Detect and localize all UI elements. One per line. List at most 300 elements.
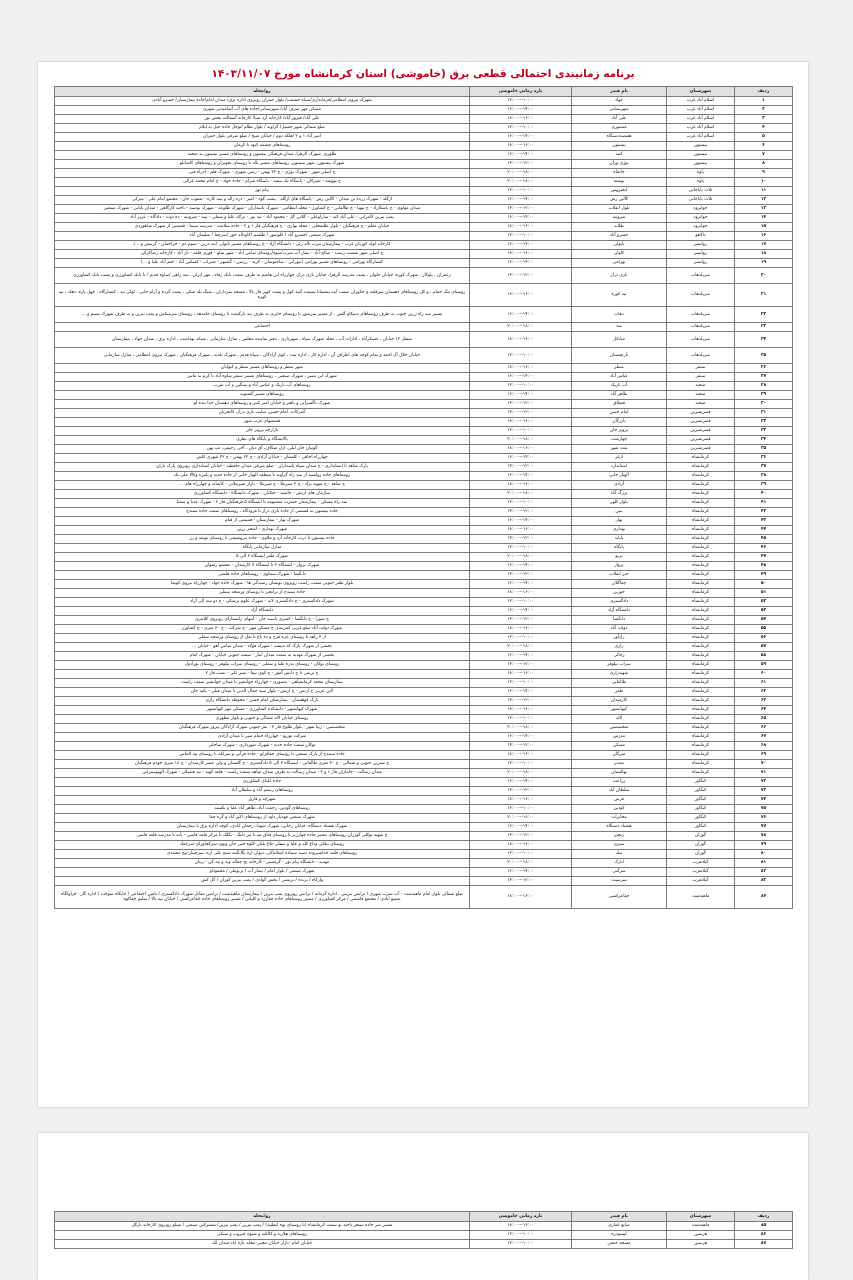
row-feeder: بازی دراز [572,268,667,284]
row-index: ۷۰ [735,760,793,769]
row-index: ۶۹ [735,751,793,760]
table-row [55,241,793,250]
row-route: جاده ایلیای کشاورزی [55,778,470,787]
row-index: ۷۳ [735,787,793,796]
row-route: شهرک کیهانشهر - دانشکده کشاورزی - مسکن مهر کیهانشهر [55,706,470,715]
table-row [55,769,793,778]
row-index: ۸۳ [735,877,793,886]
row-index: ۲۹ [735,391,793,400]
row-city: گیلانغرب [667,868,735,877]
row-time-range: ۱۲:۰۰---۱۴:۰۰ [470,661,572,670]
row-index: ۵۱ [735,589,793,598]
row-route: میدان رسالت - جانبازان فاز ۱ و ۲ - میدان رسالت به طرف میدان شاهد سمت راست - قلعه کهنه - تپه قصیلان - شهرک الهیوسترانی [55,769,470,778]
table-row [55,284,793,307]
document-title: برنامه زمانبندی احتمالی قطعی برق (خاموشی) استان کرمانشاه مورخ ۱۴۰۳/۱۱/۰۷ [211,68,635,80]
table-row [55,868,793,877]
row-time-range: ۱۶:۰۰---۱۸:۰۰ [470,796,572,805]
row-feeder: پرویز خان [572,427,667,436]
row-feeder: علی آباد [572,115,667,124]
document-page-1 [38,62,808,1107]
table-row [55,169,793,178]
row-city: بیستون [667,160,735,169]
row-city: سنقر [667,373,735,382]
row-feeder: هفتصددستگاه [572,133,667,142]
row-time-range: ۱۶:۰۰---۱۸:۰۰ [470,284,572,307]
row-time-range: ۱۶:۰۰---۱۸:۰۰ [470,418,572,427]
row-feeder: الهیار خانی [572,472,667,481]
table-row [55,589,793,598]
row-index: ۷۴ [735,796,793,805]
row-time-range: ۱۲:۰۰---۱۴:۰۰ [470,535,572,544]
row-feeder: دانشگاه آزاد [572,607,667,616]
table-row [55,418,793,427]
row-feeder: رازی [572,643,667,652]
table-row [55,886,793,909]
table-body [55,1222,793,1249]
table-row [55,823,793,832]
table-row [55,250,793,259]
row-route: روستاهای جاده رولسند از سه راه گراوند تا منطقه الهیار خانی از جاده جدید و پاتیره وکالا علی تک [55,472,470,481]
row-index: ۶۸ [735,742,793,751]
row-feeder: فرش [572,796,667,805]
row-time-range: ۱۴:۰۰---۱۶:۰۰ [470,373,572,382]
table-row [55,427,793,436]
row-index: ۶۶ [735,724,793,733]
row-route: ازگله - شهرک زرده تن میدان - گالین رش - پاسگاه های ازگله - پشت کوه - امیر - دره زاله و بینه کاره - یعقوب جان - مجتمع امام علی - میرکی [55,196,470,205]
row-route: سازمان های ارتش - حاشیه - جتلانان - شهرک دانشگاه - دانشگاه کشاورزی [55,490,470,499]
row-time-range: ۱۶:۰۰---۱۸:۰۰ [470,670,572,679]
row-route: میدان مولوی - ج باشکاراد - ج تیهیا - ج طالقانی - ج کشاورز - محله انتظامی - شهرک پاسداران - شهرک طلوعه - شهرک نوصبه - ناحیه کارگاهی - میدان پایانی - شهرک صنعتی [55,205,470,214]
row-route: شهرک نیروی انتظامی/فرمانداری/سپاه حشمت/ بلوار جمران روبروی اداره برق/ میدان امام/جاده بیمارستان/ خسرو آبادی [55,97,470,106]
row-route: بخشی از شهرک بازک که دنیشه - شهرک فولاد - میدان ضامن آهو - خیابان ... [55,643,470,652]
row-feeder: شهرستانی [572,106,667,115]
table-row [55,268,793,284]
row-time-range: ۱۰:۰۰---۱۲:۰۰ [470,1231,572,1240]
row-city: قصرشیرین [667,409,735,418]
row-index: ۸۴ [735,886,793,909]
row-feeder: زراعت [572,778,667,787]
row-feeder: بنین [572,508,667,517]
table-row [55,814,793,823]
row-city: روانسر [667,250,735,259]
row-city: کنگاور [667,787,735,796]
row-route: مسکن مهر شرف آباد/ شهرستانی/جاده های آب آشامیدنی شهری [55,106,470,115]
row-city: کنگاور [667,814,735,823]
row-route: ضلع شمالی شهر حسیل/ گراوند / بلوار نظام /توحل جاده حیل به ایلام [55,124,470,133]
table-row [55,697,793,706]
table-row [55,409,793,418]
row-time-range: ۱۴:۰۰---۱۶:۰۰ [470,106,572,115]
row-route: جاده سنندج از پارک صنعتی تا روستای چقاقرلو - جاده قرآنی و سرابله تا روستای تپه الماس [55,751,470,760]
row-time-range: ۱۶:۰۰---۱۸:۰۰ [470,142,572,151]
row-city: کرمانشاه [667,562,735,571]
row-time-range: ۱۰:۰۰---۱۲:۰۰ [470,232,572,241]
row-index: ۱۹ [735,259,793,268]
row-index: ۲۷ [735,373,793,382]
row-time-range: ۱۶:۰۰---۱۸:۰۰ [470,223,572,232]
row-route: گمرکات، امام حسن، سایت بازی دراز، کانچریان [55,409,470,418]
row-city: بیستون [667,142,735,151]
row-city: قصرشیرین [667,436,735,445]
row-city: هرسین [667,1231,735,1240]
row-index: ۶ [735,142,793,151]
table-row [55,323,793,332]
row-time-range: ۱۰:۰۰---۱۲:۰۰ [470,805,572,814]
row-index: ۸۰ [735,850,793,859]
row-feeder: بلوار انقلاب [572,205,667,214]
row-time-range: ۱۸:۰۰---۲۰:۰۰ [470,769,572,778]
table-row [55,142,793,151]
row-time-range: ۱۸:۰۰---۲۰:۰۰ [470,169,572,178]
row-route: ج تووشه - شیرکان - پاسگاه تک تیشه - پاسگاه شرام - جاده جهاد - ج امام محمد غزالی [55,178,470,187]
row-feeder: هشتاد دستگاه [572,823,667,832]
row-feeder: پایانه [572,535,667,544]
row-time-range: ۱۲:۰۰---۱۴:۰۰ [470,508,572,517]
row-city: جوانرود [667,214,735,223]
header-city: شهرستان [667,1212,735,1222]
row-route: سه راه مسکن - بیمارستان حضرت معصومه تا ایستگاه ۵ فرهنگیان فاز ۲ - شهرک عدنا و سمنا [55,499,470,508]
row-index: ۶۰ [735,670,793,679]
row-time-range: ۱۶:۰۰---۱۸:۰۰ [470,841,572,850]
table-row [55,454,793,463]
table-row [55,760,793,769]
table-row [55,787,793,796]
row-route: روستاهای چشمه کبود تا کرمان [55,142,470,151]
row-feeder: نفت شهر [572,445,667,454]
row-index: ۴۲ [735,508,793,517]
row-city: صحنه [667,400,735,409]
row-index: ۵۷ [735,643,793,652]
table-row [55,859,793,868]
row-city: کرمانشاه [667,769,735,778]
row-time-range: ۱۶:۰۰---۱۸:۰۰ [470,115,572,124]
row-feeder: شهیدزاری [572,670,667,679]
table-row [55,499,793,508]
row-route: ج بریعی تا ج دانش آموز - ج کوی نیما - شبر بکی - نصب فاز ۲ [55,670,470,679]
row-index: ۳۱ [735,409,793,418]
row-time-range: ۱۶:۰۰---۱۸:۰۰ [470,1222,572,1231]
row-index: ۷۱ [735,769,793,778]
row-time-range: ۱۰:۰۰---۱۲:۰۰ [470,715,572,724]
row-route: احتماعی [55,323,470,332]
row-index: ۴۶ [735,544,793,553]
row-time-range: ۱۲:۰۰---۱۴:۰۰ [470,832,572,841]
table-row [55,205,793,214]
row-time-range: ۱۶:۰۰---۱۸:۰۰ [470,589,572,598]
row-feeder: مسکن [572,742,667,751]
row-feeder: دولت آباد [572,625,667,634]
row-time-range: ۱۰:۰۰---۱۲:۰۰ [470,499,572,508]
row-city: کنگاور [667,796,735,805]
row-index: ۱۲ [735,196,793,205]
row-time-range: ۱۰:۰۰---۱۲:۰۰ [470,544,572,553]
row-time-range: ۱۴:۰۰---۱۶:۰۰ [470,580,572,589]
row-route: جاده بیستون تا درب کارخانه آرد و ملاوی - جاده پتروشیمی تا روستای توشه و رز [55,535,470,544]
row-time-range: ۱۲:۰۰---۱۴:۰۰ [470,877,572,886]
row-index: ۲۳ [735,323,793,332]
row-route: بلوار ظفر جنوبی سمت راست روبروی بوستان رسیدگی ها - شهرک جاده جهاد - چهارراه نیروی کوشا [55,580,470,589]
table-row [55,364,793,373]
row-feeder: طلایه [572,223,667,232]
row-route: شهرک صنعتی / بلوار امام / بیمار آب / برنوطی / محموداو [55,868,470,877]
row-time-range: ۱۴:۰۰---۱۶:۰۰ [470,151,572,160]
row-route: شهرک پرواز - ایستگاه ۲ تا ایستگاه ۷ کارمندان - مجتمع رضوان [55,562,470,571]
row-index: ۵۸ [735,652,793,661]
table-row [55,598,793,607]
table-row [55,652,793,661]
row-time-range: ۱۰:۰۰---۱۲:۰۰ [470,850,572,859]
table-row [55,160,793,169]
row-feeder: چقاگلان [572,580,667,589]
row-route: منتقل ۱۲ خیابان ، عسکرآباد ، ادارات آب ، محله شهرک سپاه ، شهرداری ، دفتر نماینده مجلس ، منازل سازمانی ، شبکه بهداشت ، اداره برق ، میدان جهاد ، بیمارستان [55,332,470,348]
row-city: کرمانشاه [667,454,735,463]
row-index: ۱۰ [735,178,793,187]
row-city: قصرشیرین [667,427,735,436]
row-city: کرمانشاه [667,760,735,769]
row-feeder: باتولی [572,241,667,250]
row-feeder: میانکل [572,332,667,348]
row-index: ۸۲ [735,868,793,877]
table-row [55,332,793,348]
table-row [55,535,793,544]
row-route: شهرک صنعتی فهدیار داود از روستاهای اکبر آباد و گره چفا [55,814,470,823]
row-feeder: قشلاق [572,400,667,409]
document-page-2 [38,1133,808,1280]
table-row [55,232,793,241]
row-feeder: طالقانی [572,679,667,688]
row-city: کرمانشاه [667,598,735,607]
row-feeder: بهار [572,517,667,526]
row-feeder: مخابرات [572,814,667,823]
row-city: دالاهو [667,232,735,241]
row-route: شهر سطر و روستاهای مسیر سطر و کیوانان [55,364,470,373]
row-route: روستاهای رستم آباد و سلطان آباد [55,787,470,796]
row-city: گیلانغرب [667,859,735,868]
row-index: ۱۱ [735,187,793,196]
row-city: کرمانشاه [667,571,735,580]
row-route: شهرک دولت آباد ضلع غربی کمربندی ج مسکن مهر - ج شرکت - ج ۳۰ متری - ج کشاورز [55,625,470,634]
row-feeder: کاوان [572,250,667,259]
row-index: ۳۹ [735,481,793,490]
row-city: سنقر [667,364,735,373]
row-time-range: ۱۶:۰۰---۱۸:۰۰ [470,364,572,373]
row-feeder: کارمندان [572,697,667,706]
row-time-range: ۱۸:۰۰---۲۰:۰۰ [470,178,572,187]
table-row [55,400,793,409]
row-index: ۲۱ [735,284,793,307]
row-index: ۶۳ [735,697,793,706]
row-time-range: ۱۴:۰۰---۱۶:۰۰ [470,196,572,205]
row-index: ۱۷ [735,241,793,250]
row-time-range: ۱۸:۰۰---۲۰:۰۰ [470,859,572,868]
table-row [55,742,793,751]
table-row [55,562,793,571]
row-index: ۴ [735,124,793,133]
row-route: ج شاهد - ج شهید نژاد - ج ۲ شیرملا - ج شیرملا - بازار شیرملانی - کاشانه و چهارراه های ... [55,481,470,490]
row-route: روستاهای آب باریک و عباس آباد و سنگین و آب شرب [55,382,470,391]
row-city: کرمانشاه [667,481,735,490]
row-index: ۶۱ [735,679,793,688]
row-feeder: رازآور [572,634,667,643]
row-feeder: صانع غفاری [572,1222,667,1231]
row-feeder: متخصصین [572,724,667,733]
row-route: شهرچه و فارق [55,796,470,805]
row-index: ۶۷ [735,733,793,742]
row-route: از ۳ راهه تا روستای عزه فرح و ده باغ تا نقل از روستای ورمنجه سفلی [55,634,470,643]
row-index: ۴۱ [735,499,793,508]
table-row [55,481,793,490]
header-idx: ردیف [735,1212,793,1222]
table-row [55,670,793,679]
row-route: خیابان معلم - ج فرهنگیان - بلوار طلسحلی - محله بهاری - ج فرهنگیان فاز ۱ و ۲ - جاده سلامت - مدرسه سیما - قسمتی از شهرک شاهوردی [55,223,470,232]
row-index: ۱۴ [735,214,793,223]
row-route: ج اصلی شهر - شهرک نوژی - ج ۲۲ بهمن - رمین شهری - شهرک قلم - ادراه فنی [55,169,470,178]
row-time-range: ۱۶:۰۰---۱۸:۰۰ [470,332,572,348]
table-body [55,97,793,909]
row-route: امیر آباد ۱ و ۲ /فلکه دوم / خیابان شیخ / ضلع شرقی بلوار جمران [55,133,470,142]
row-index: ۷۹ [735,841,793,850]
row-feeder: طاهر آباد [572,391,667,400]
row-index: ۴۹ [735,571,793,580]
row-time-range: ۱۶:۰۰---۱۸:۰۰ [470,625,572,634]
row-index: ۸۱ [735,859,793,868]
row-index: ۴۵ [735,535,793,544]
row-city: کنگاور [667,805,735,814]
row-route: پالایشگاه و پایگاه های نظری [55,436,470,445]
row-city: گوران [667,841,735,850]
row-feeder: تپه کوره [572,284,667,307]
row-feeder: جبر انقلاب [572,571,667,580]
table-row [55,571,793,580]
row-route: وارکاه / برنده / ترنشی / بخش گوادی / پمپ بنزین کوران / گل کش [55,877,470,886]
row-index: ۶۲ [735,688,793,697]
row-feeder: نارنجستان [572,348,667,364]
row-feeder: جهاد [572,97,667,106]
row-city: پاوه [667,178,735,187]
row-time-range: ۱۸:۰۰---۲۰:۰۰ [470,490,572,499]
row-city: کرمانشاه [667,463,735,472]
row-route: شهرک ظفر ایستگاه ۳ الی ۵ [55,553,470,562]
row-time-range: ۱۶:۰۰---۱۸:۰۰ [470,706,572,715]
row-city: جوانرود [667,223,735,232]
row-route: شهرک بهار - بیمارستان - قسمتی از قیام [55,517,470,526]
row-time-range: ۱۴:۰۰---۱۶:۰۰ [470,241,572,250]
table-row [55,259,793,268]
row-city: ماهیدشت [667,886,735,909]
row-time-range: ۱۰:۰۰---۱۲:۰۰ [470,1240,572,1249]
row-time-range: ۱۰:۰۰---۱۲:۰۰ [470,760,572,769]
table-row [55,1240,793,1249]
row-city: کرمانشاه [667,670,735,679]
row-feeder: بلوار کلهر [572,499,667,508]
row-city: سرپلذهاب [667,348,735,364]
table-row [55,724,793,733]
row-index: ۲۲ [735,307,793,323]
table-row [55,133,793,142]
row-time-range: ۱۴:۰۰---۱۶:۰۰ [470,823,572,832]
row-index: ۴۴ [735,526,793,535]
row-index: ۳ [735,115,793,124]
row-route: شهرک هشتاد دستگاه، خیابان رجایی، شهرک شهدا، رحمان ابادی، کوچه اداره برق تا بیمارستان [55,823,470,832]
row-city: ثلاث باباجانی [667,196,735,205]
row-city: کرمانشاه [667,580,735,589]
row-city: کرمانشاه [667,742,735,751]
row-feeder: بهرامی [572,259,667,268]
row-city: کرمانشاه [667,625,735,634]
row-index: ۸۶ [735,1231,793,1240]
row-time-range: ۱۴:۰۰---۱۶:۰۰ [470,472,572,481]
table-row [55,715,793,724]
row-city: سرپلذهاب [667,268,735,284]
table-header-row [55,87,793,97]
row-route: ج اصلی شهر شست رست - صالح آباد - بیمار آب شرب/میوه/روستای صامن اباد - شهر شلو - قوری قلعه - تاز آباد - کارخانه رضاکرکی [55,250,470,259]
row-time-range: ۱۴:۰۰---۱۶:۰۰ [470,214,572,223]
row-feeder: بهداری [572,526,667,535]
row-city: جوانرود [667,205,735,214]
table-row [55,348,793,364]
table-row [55,877,793,886]
table-row [55,832,793,841]
row-city: سرپلذهاب [667,323,735,332]
row-feeder: مسجد جنجی [572,1240,667,1249]
table-row [55,634,793,643]
row-route: روستای خیابان لاله شمالی و جنوبی و بلوار مطهری [55,715,470,724]
row-index: ۴۷ [735,553,793,562]
row-time-range: ۱۴:۰۰---۱۶:۰۰ [470,733,572,742]
row-route: چهارراه اجاقی - کلستان - خیابان آزادی - ج ۲۲ بهمن - ج ۲۲ شهری کلش [55,454,470,463]
row-index: ۲۰ [735,268,793,284]
row-time-range: ۱۴:۰۰---۱۶:۰۰ [470,778,572,787]
table-row [55,382,793,391]
row-feeder: کودین [572,805,667,814]
row-index: ۷۲ [735,778,793,787]
row-index: ۶۴ [735,706,793,715]
table-row [55,706,793,715]
row-index: ۳۳ [735,427,793,436]
row-city: سرپلذهاب [667,284,735,307]
table-row [55,544,793,553]
row-route: روستای نوکان - روستای بدره علیا و سفلی - روستای سراب نیلوفر - روستای نورادول [55,661,470,670]
table-row [55,688,793,697]
row-time-range: ۱۶:۰۰---۱۸:۰۰ [470,886,572,909]
row-city: کرمانشاه [667,643,735,652]
row-city: ماهیدشت [667,1222,735,1231]
row-feeder: نمدبر [572,760,667,769]
row-time-range: ۱۴:۰۰---۱۶:۰۰ [470,133,572,142]
table-row [55,679,793,688]
row-index: ۲ [735,106,793,115]
row-feeder: استاندارد [572,463,667,472]
row-route: جاده سنندج از ترانچی تا روستای ورمنجه سفلی [55,589,470,598]
row-time-range: ۱۴:۰۰---۱۶:۰۰ [470,652,572,661]
row-time-range: ۱۴:۰۰---۱۶:۰۰ [470,307,572,323]
row-city: کرمانشاه [667,733,735,742]
row-time-range: ۱۸:۰۰---۲۰:۰۰ [470,643,572,652]
table-row [55,643,793,652]
row-index: ۳۶ [735,454,793,463]
row-city: کرمانشاه [667,499,735,508]
row-feeder: لیسودره [572,1231,667,1240]
row-time-range: ۱۴:۰۰---۱۶:۰۰ [470,517,572,526]
row-index: ۵۴ [735,616,793,625]
table-header-row [55,1212,793,1222]
row-feeder: کنبه [572,151,667,160]
row-city: کرمانشاه [667,517,735,526]
row-index: ۲۵ [735,348,793,364]
row-route: شهرک صنعتی /خسرو آباد / کلوسور / طلسم /کاوداله خور /سرچغا / سلیمان آباد [55,232,470,241]
row-index: ۱۸ [735,250,793,259]
row-route: شهرک بیستون، شهر بیستون، روستاهای مسیر ناله تا روستای نجوبران و روستاهای کاشانلو [55,160,470,169]
